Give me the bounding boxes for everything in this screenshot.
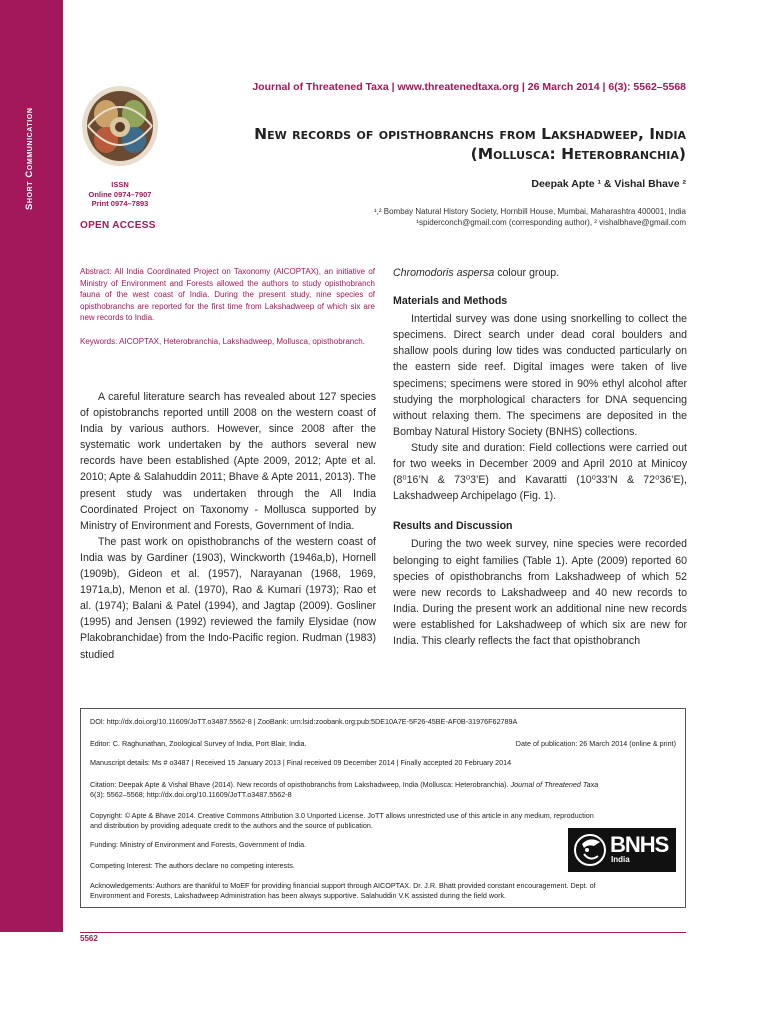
paragraph: Intertidal survey was done using snorkelling to collect the specimens. Direct search under dead coral boulders and shallow pools during low tides was conducted particularly on the eastern side reef. Digital images were taken of live specimens; specimens were stored in 90% ethyl alcohol after studying the morphological characters for DNA sequencing without relaxing them. The specimens are deposited in the Bombay Natural History Society (BNHS) collections. [393,313,687,438]
page-number: 5562 [80,934,98,943]
hornbill-icon [572,830,608,870]
bnhs-wordmark: BNHS [610,832,669,857]
journal-header: Journal of Threatened Taxa | www.threatenedtaxa.org | 26 March 2014 | 6(3): 5562–5568 [252,81,686,93]
abstract: Abstract: All India Coordinated Project on Taxonomy (AICOPTAX), an initiative of Ministry of Environment and Forests allowed the authors to study opisthobranch fauna of the west coast of India. During the present study, nine species of opisthobranchs are reported for the first time from Lakshadweep of which six are new records to India. [80,267,375,322]
copyright-text-2: and distribution by providing adequate credit to the authors and the source of publication. [90,821,373,830]
paragraph-continued [393,265,687,281]
affiliation-line-1: ¹,² Bombay Natural History Society, Hornbill House, Mumbai, Maharashtra 400001, India [374,207,686,216]
open-access-label: OPEN ACCESS [80,220,156,231]
acknowledgements [90,881,678,901]
ack-text-2: Environment and Forests, Lakshadweep Administration has been always supportive. Salahuddin V.K assisted during the field work. [90,891,507,900]
keywords: Keywords: AICOPTAX, Heterobranchia, Lakshadweep, Mollusca, opisthobranch. [80,337,365,346]
article-info-box [80,708,686,908]
citation-doi: 6(3): 5562–5568; http://dx.doi.org/10.11609/JoTT.o3487.5562-8 [90,790,292,799]
ack-text: Acknowledgements: Authors are thankful to MoEF for providing financial support through AICOPTAX. Dr. J.R. Bhatt provided constant encouragement. Dept. of [90,881,596,890]
citation-text: Citation: Deepak Apte & Vishal Bhave (2014). New records of opisthobranchs from Lakshadweep, India (Mollusca: Heterobranchia). [90,780,509,789]
affiliation [246,206,686,228]
title-line-1: New records of opisthobranchs from Lakshadweep, India [254,125,686,143]
body-column-right [393,265,687,649]
body-column-left [80,389,376,663]
paragraph: A careful literature search has revealed about 127 species of opistobranchs reported untill 2008 on the western coast of India by various authors. However, since 2008 after the systematic work undertaken by the authors several new records have been established (Apte 2009, 2012; Apte et al. 2010; Apte & Salahuddin 2011; Bhave & Apte 2011, 2013). The present study was undertaken through the All India Coordinated Project on Taxonomy - Mollusca supported by Ministry of Environment and Forests, Government of India. [80,391,376,532]
sidebar-band [0,0,63,932]
species-name: Chromodoris aspersa [393,267,495,279]
article-title [210,124,686,164]
paragraph: During the two week survey, nine species were recorded belonging to eight families (Table 1). Apte (2009) reported 60 species of opisthobranchs from Lakshadweep of which 52 were new records to Lakshadweep and 40 new records to India. During the present work an additional nine new records were established for Lakshadweep of which six are new for India. This clearly reflects the fact that opisthobranch [393,538,687,647]
journal-logo-emblem [78,82,162,172]
doi-line: DOI: http://dx.doi.org/10.11609/JoTT.o3487.5562-8 | ZooBank: urn:lsid:zoobank.org:pub:5DE10A7E-5F26-45BE-AF0B-31976F62789A [90,717,518,726]
manuscript-details: Manuscript details: Ms # o3487 | Received 15 January 2013 | Final received 09 December 2014 | Finally accepted 20 February 2014 [90,758,512,767]
paragraph: Study site and duration: Field collections were carried out for two weeks in December 2009 and April 2010 at Minicoy (8⁰16’N & 73⁰3’E) and Kavaratti (10⁰33’N & 72⁰36’E), Lakshadweep Archipelago (Fig. 1). [393,441,687,503]
publication-date: Date of publication: 26 March 2014 (online & print) [515,739,676,748]
bnhs-sub: India [611,855,630,864]
section-heading-methods: Materials and Methods [393,295,508,308]
title-line-2: (Mollusca: Heterobranchia) [470,145,686,163]
issn-label: ISSN [111,180,129,189]
editor-line: Editor: C. Raghunathan, Zoological Survey of India, Port Blair, India. [90,739,307,748]
issn-print: Print 0974–7893 [91,199,149,208]
affiliation-line-2: ¹spiderconch@gmail.com (corresponding author), ² vishalbhave@gmail.com [416,218,686,227]
issn-online: Online 0974–7907 [88,189,152,199]
footer-divider [80,932,686,933]
citation [90,780,678,800]
competing-interest: Competing Interest: The authors declare no competing interests. [90,861,295,870]
author-list: Deepak Apte ¹ & Vishal Bhave ² [531,178,686,190]
citation-journal: Journal of Threatened Taxa [510,780,599,789]
species-rest: colour group. [494,267,560,279]
bnhs-logo [568,828,676,872]
paragraph: The past work on opisthobranchs of the western coast of India was by Gardiner (1903), Winckworth (1946a,b), Hornell (1909b), Gideon et al. (1957), Narayanan (1968, 1969, 1971a,b), Menon et al. (1970), Rao & Kumari (1973); Rao et al. (1974); Balani & Patel (1994), and Jagtap (2009). Gosliner (1995) and Jensen (1992) reviewed the family Elysidae (now Plakobranchidae) from the Indo-Pacific region. Rudman (1983) studied [80,535,376,661]
issn-block [78,180,162,209]
copyright-text: Copyright: © Apte & Bhave 2014. Creative Commons Attribution 3.0 Unported License. JoTT allows unrestricted use of this article in any medium, reproduction [90,811,594,820]
article-type-label: Short Communication [24,107,35,210]
section-heading-results: Results and Discussion [393,520,513,533]
funding: Funding: Ministry of Environment and Forests, Government of India. [90,840,307,849]
